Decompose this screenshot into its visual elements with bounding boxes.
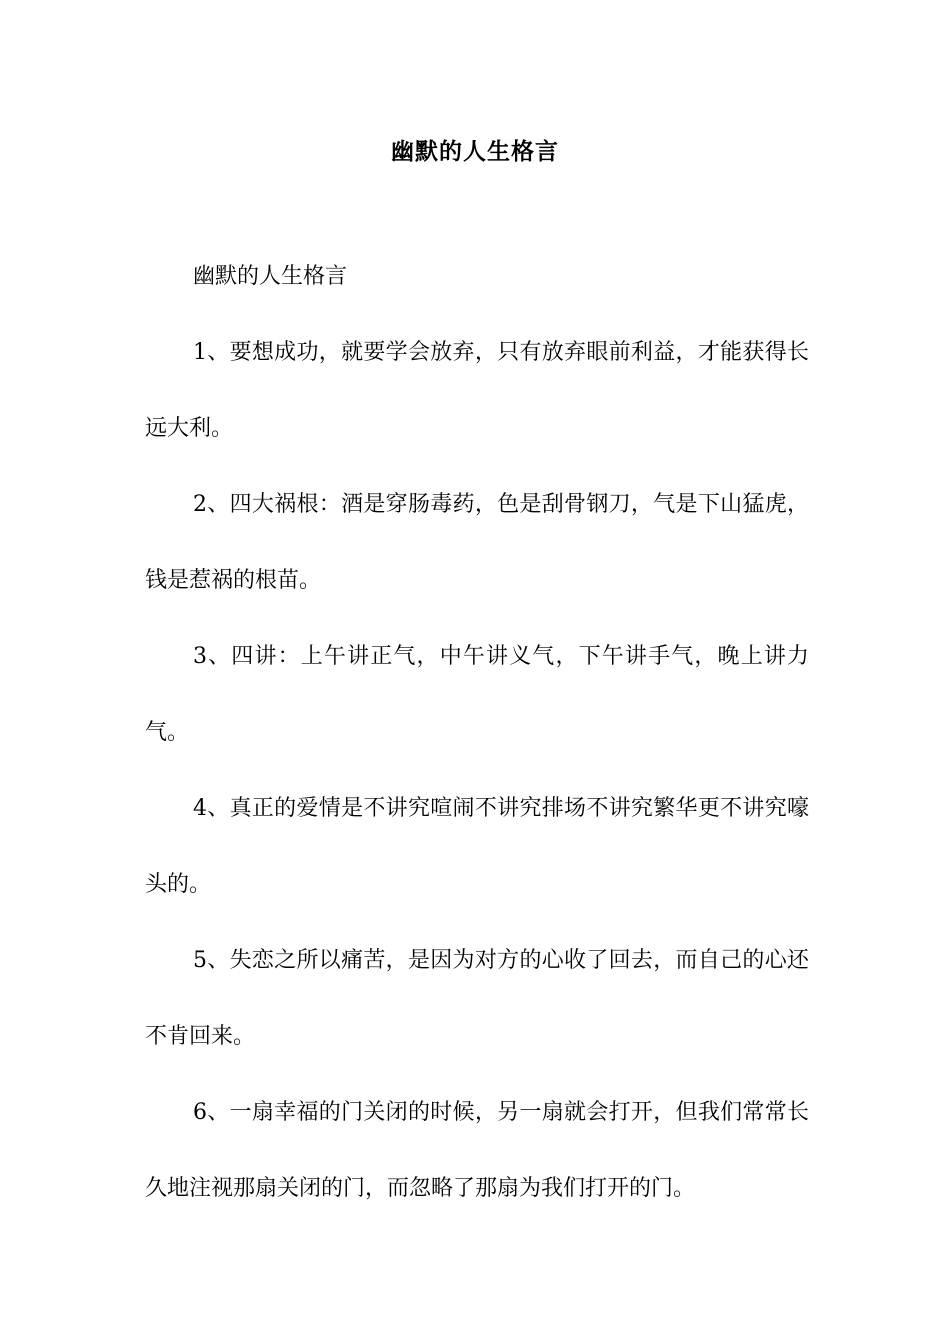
paragraph-quote-1: 1、要想成功，就要学会放弃，只有放弃眼前利益，才能获得长远大利。: [145, 340, 809, 441]
document-body: [145, 239, 809, 1227]
paragraph-quote-3: 3、四讲：上午讲正气，中午讲义气，下午讲手气，晚上讲力气。: [145, 644, 809, 745]
paragraph-subtitle: 幽默的人生格言: [193, 264, 348, 289]
paragraph-quote-6: 6、一扇幸福的门关闭的时候，另一扇就会打开，但我们常常长久地注视那扇关闭的门，而忽略了那扇为我们打开的门。: [145, 1100, 809, 1201]
paragraph-quote-5: 5、失恋之所以痛苦，是因为对方的心收了回去，而自己的心还不肯回来。: [145, 948, 809, 1049]
paragraph-quote-4: 4、真正的爱情是不讲究喧闹不讲究排场不讲究繁华更不讲究嚎头的。: [145, 796, 809, 897]
paragraph-quote-2: 2、四大祸根：酒是穿肠毒药，色是刮骨钢刀，气是下山猛虎，钱是惹祸的根苗。: [145, 492, 809, 593]
document-title: 幽默的人生格言: [391, 138, 559, 165]
